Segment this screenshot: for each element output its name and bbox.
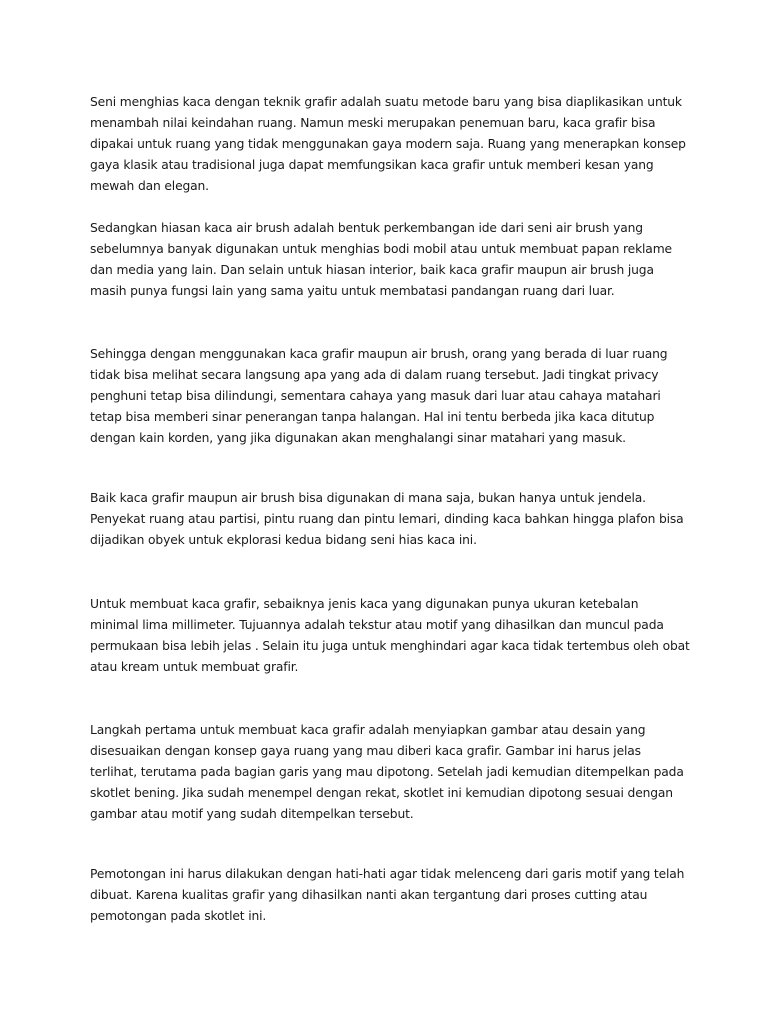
paragraph-2: Sedangkan hiasan kaca air brush adalah bentuk perkembangan ide dari seni air brush yang sebelumnya banyak digunakan untuk menghias bodi mobil atau untuk membuat papan reklame dan media yang lain. Dan selain untuk hiasan interior, baik kaca grafir maupun air brush juga masih punya fungsi lain yang sama yaitu untuk membatasi pandangan ruang dari luar.	[90, 221, 672, 298]
paragraph-5: Untuk membuat kaca grafir, sebaiknya jenis kaca yang digunakan punya ukuran ketebalan minimal lima millimeter. Tujuannya adalah tekstur atau motif yang dihasilkan dan muncul pada permukaan bisa lebih jelas . Selain itu juga untuk menghindari agar kaca tidak tertembus oleh obat atau kream untuk membuat grafir.	[90, 597, 690, 674]
paragraph-6: Langkah pertama untuk membuat kaca grafir adalah menyiapkan gambar atau desain yang disesuaikan dengan konsep gaya ruang yang mau diberi kaca grafir. Gambar ini harus jelas terlihat, terutama pada bagian garis yang mau dipotong. Setelah jadi kemudian ditempelkan pada skotlet bening. Jika sudah menempel dengan rekat, skotlet ini kemudian dipotong sesuai dengan gambar atau motif yang sudah ditempelkan tersebut.	[90, 723, 684, 821]
paragraph-1: Seni menghias kaca dengan teknik grafir adalah suatu metode baru yang bisa diaplikasikan untuk menambah nilai keindahan ruang. Namun meski merupakan penemuan baru, kaca grafir bisa dipakai untuk ruang yang tidak menggunakan gaya modern saja. Ruang yang menerapkan konsep gaya klasik atau tradisional juga dapat memfungsikan kaca grafir untuk memberi kesan yang mewah dan elegan.	[90, 95, 686, 193]
paragraph-7: Pemotongan ini harus dilakukan dengan hati-hati agar tidak melenceng dari garis motif yang telah dibuat. Karena kualitas grafir yang dihasilkan nanti akan tergantung dari proses cutting atau pemotongan pada skotlet ini.	[90, 867, 685, 923]
paragraph-3: Sehingga dengan menggunakan kaca grafir maupun air brush, orang yang berada di luar ruang tidak bisa melihat secara langsung apa yang ada di dalam ruang tersebut. Jadi tingkat privacy penghuni tetap bisa dilindungi, sementara cahaya yang masuk dari luar atau cahaya matahari tetap bisa memberi sinar penerangan tanpa halangan. Hal ini tentu berbeda jika kaca ditutup dengan kain korden, yang jika digunakan akan menghalangi sinar matahari yang masuk.	[90, 347, 668, 445]
paragraph-4: Baik kaca grafir maupun air brush bisa digunakan di mana saja, bukan hanya untuk jendela. Penyekat ruang atau partisi, pintu ruang dan pintu lemari, dinding kaca bahkan hingga plafon bisa dijadikan obyek untuk ekplorasi kedua bidang seni hias kaca ini.	[90, 491, 684, 547]
